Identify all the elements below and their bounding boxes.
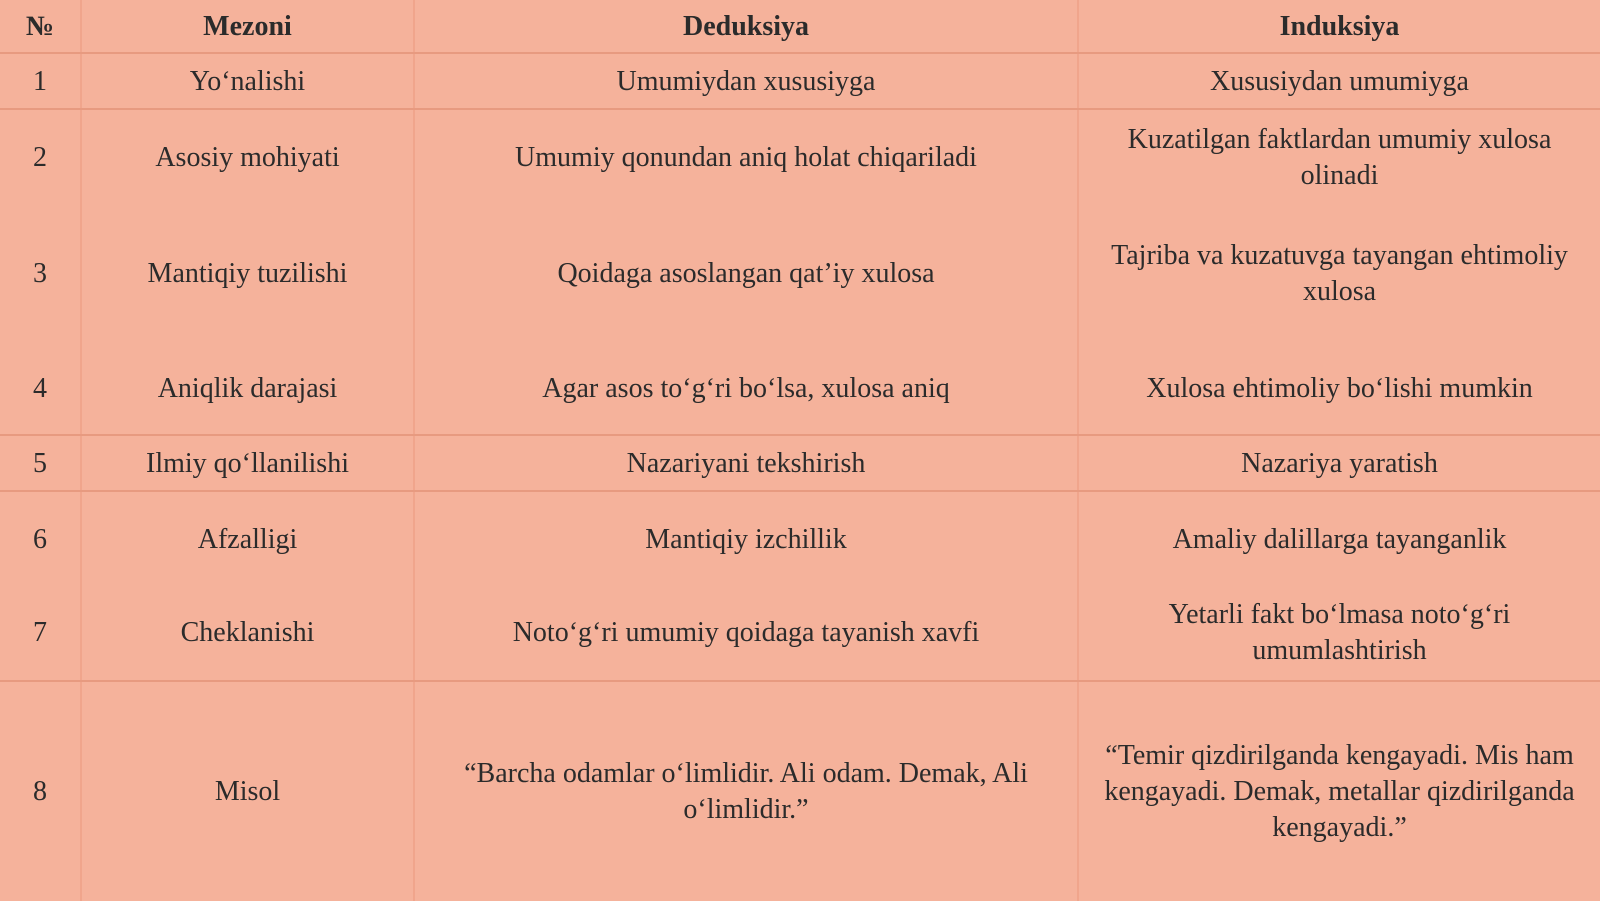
row-deduction: Mantiqiy izchillik bbox=[413, 492, 1077, 588]
row-number: 4 bbox=[33, 373, 47, 404]
row-number: 7 bbox=[33, 617, 47, 648]
row-criterion: Misol bbox=[80, 682, 413, 901]
table-row bbox=[0, 490, 1600, 588]
table-row bbox=[0, 434, 1600, 492]
table-row bbox=[0, 204, 1600, 344]
row-induction: Xususiydan umumiyga bbox=[1077, 54, 1600, 110]
header-number: № bbox=[25, 11, 55, 42]
table-row bbox=[0, 680, 1600, 901]
row-criterion: Asosiy mohiyati bbox=[80, 110, 413, 206]
row-criterion: Aniqlik darajasi bbox=[80, 344, 413, 434]
table-row bbox=[0, 52, 1600, 110]
row-deduction: Noto‘g‘ri umumiy qoidaga tayanish xavfi bbox=[413, 586, 1077, 680]
row-induction: Tajriba va kuzatuvga tayangan ehtimoliy xulosa bbox=[1077, 204, 1600, 344]
row-number: 8 bbox=[33, 775, 47, 807]
row-induction: “Temir qizdirilganda kengayadi. Mis ham kengayadi. Demak, metallar qizdirilganda kengayadi.” bbox=[1077, 682, 1600, 901]
row-deduction: Agar asos to‘g‘ri bo‘lsa, xulosa aniq bbox=[413, 344, 1077, 434]
row-deduction: “Barcha odamlar o‘limlidir. Ali odam. Demak, Ali o‘limlidir.” bbox=[413, 682, 1077, 901]
header-criterion: Mezoni bbox=[80, 0, 413, 54]
header-induction: Induksiya bbox=[1077, 0, 1600, 54]
row-criterion: Afzalligi bbox=[80, 492, 413, 588]
row-number: 5 bbox=[33, 448, 47, 479]
row-number: 3 bbox=[33, 258, 47, 289]
row-induction: Yetarli fakt bo‘lmasa noto‘g‘ri umumlashtirish bbox=[1077, 586, 1600, 680]
row-induction: Xulosa ehtimoliy bo‘lishi mumkin bbox=[1077, 344, 1600, 434]
row-number: 2 bbox=[33, 142, 47, 173]
row-induction: Amaliy dalillarga tayanganlik bbox=[1077, 492, 1600, 588]
row-criterion: Mantiqiy tuzilishi bbox=[80, 204, 413, 344]
table-header-row bbox=[0, 0, 1600, 54]
row-criterion: Cheklanishi bbox=[80, 586, 413, 680]
table-row bbox=[0, 108, 1600, 206]
row-induction: Kuzatilgan faktlardan umumiy xulosa olinadi bbox=[1077, 110, 1600, 206]
table-row bbox=[0, 586, 1600, 680]
row-induction: Nazariya yaratish bbox=[1077, 436, 1600, 492]
row-deduction: Qoidaga asoslangan qat’iy xulosa bbox=[413, 204, 1077, 344]
header-deduction: Deduksiya bbox=[413, 0, 1077, 54]
row-deduction: Umumiydan xususiyga bbox=[413, 54, 1077, 110]
row-number: 1 bbox=[33, 66, 47, 97]
table-row bbox=[0, 344, 1600, 434]
row-criterion: Ilmiy qo‘llanilishi bbox=[80, 436, 413, 492]
row-criterion: Yo‘nalishi bbox=[80, 54, 413, 110]
row-deduction: Nazariyani tekshirish bbox=[413, 436, 1077, 492]
row-deduction: Umumiy qonundan aniq holat chiqariladi bbox=[413, 110, 1077, 206]
row-number: 6 bbox=[33, 524, 47, 555]
